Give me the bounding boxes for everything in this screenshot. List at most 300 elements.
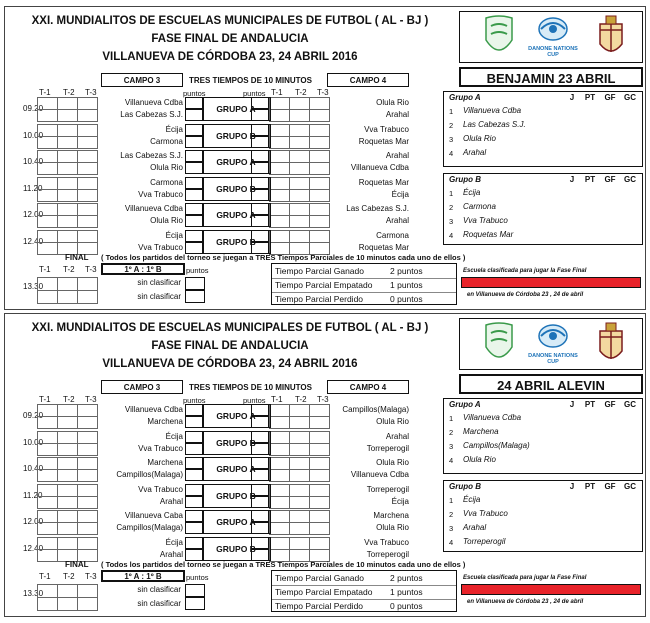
pts-perdido-label: Tiempo Parcial Perdido xyxy=(275,294,364,304)
match-time: 10.40 xyxy=(23,464,44,473)
points-cell[interactable] xyxy=(251,431,269,443)
standings-col-header: GF xyxy=(604,175,616,184)
team-right-1: Arahal xyxy=(385,151,409,160)
group-label: GRUPO A xyxy=(216,464,256,474)
final-match-label: 1º A : 1º B xyxy=(124,572,162,581)
pts-ganado-label: Tiempo Parcial Ganado xyxy=(275,266,364,276)
points-legend xyxy=(271,263,457,305)
final-score-cell[interactable] xyxy=(77,290,98,304)
pts-empatado-label: Tiempo Parcial Empatado xyxy=(275,280,373,290)
campo-3-label: CAMPO 3 xyxy=(123,383,161,392)
points-cell[interactable] xyxy=(251,484,269,496)
standings-position: 4 xyxy=(449,231,454,240)
standings-position: 1 xyxy=(449,496,454,505)
group-label: GRUPO B xyxy=(216,236,256,247)
standings-col-header: J xyxy=(569,93,575,102)
points-cell[interactable] xyxy=(185,549,203,561)
points-cell[interactable] xyxy=(185,431,203,443)
score-cell[interactable] xyxy=(289,416,310,429)
t1-left: T-1 xyxy=(39,395,51,404)
match-time: 10.40 xyxy=(23,157,44,166)
points-cell[interactable] xyxy=(251,215,269,227)
score-cell[interactable] xyxy=(269,443,290,456)
score-cell[interactable] xyxy=(289,109,310,122)
alevin-sheet xyxy=(4,313,646,617)
final-score-cell[interactable] xyxy=(77,277,98,291)
standings-col-header: PT xyxy=(584,400,596,409)
tiempos-label: TRES TIEMPOS DE 10 MINUTOS xyxy=(189,76,312,85)
score-cell[interactable] xyxy=(269,136,290,149)
match-time: 10.00 xyxy=(23,437,44,447)
team-left-1: Marchena xyxy=(147,458,183,467)
group-label: GRUPO B xyxy=(216,437,256,448)
score-cell[interactable] xyxy=(269,416,290,429)
pts-perdido-value: 0 puntos xyxy=(390,294,423,304)
score-cell[interactable] xyxy=(77,215,98,228)
t1-left: T-1 xyxy=(39,88,51,97)
final-note: ( Todos los partidos del torneo se juegan a TRES Tiempos Parciales de 10 minutos cada uno de ellos ) xyxy=(101,560,466,569)
title-line-2: FASE FINAL DE ANDALUCIA xyxy=(151,33,309,45)
team-right-1: Campillos(Malaga) xyxy=(342,405,409,414)
qualified-subnote: en Villanueva de Córdoba 23 , 24 de abril xyxy=(467,292,584,298)
standings-team: Marchena xyxy=(463,427,499,436)
team-left-1: Écija xyxy=(165,230,183,240)
score-cell[interactable] xyxy=(57,496,78,509)
score-cell[interactable] xyxy=(57,189,78,202)
logos-box xyxy=(459,318,643,370)
team-left-2: Arahal xyxy=(159,496,183,506)
points-cell[interactable] xyxy=(185,124,203,136)
standings-team: Roquetas Mar xyxy=(463,230,514,239)
score-cell[interactable] xyxy=(57,416,78,429)
score-cell[interactable] xyxy=(77,162,98,175)
points-legend xyxy=(271,570,457,612)
score-cell[interactable] xyxy=(269,162,290,175)
score-cell[interactable] xyxy=(57,522,78,535)
final-score-cell[interactable] xyxy=(77,597,98,611)
score-cell[interactable] xyxy=(269,496,290,509)
final-label: FINAL xyxy=(65,560,89,569)
score-cell[interactable] xyxy=(57,109,78,122)
match-time: 12.00 xyxy=(23,517,44,526)
team-right-1: Arahal xyxy=(385,431,409,441)
standings-position: 1 xyxy=(449,189,454,198)
points-cell[interactable] xyxy=(185,404,203,416)
group-label: GRUPO B xyxy=(216,490,256,501)
points-cell[interactable] xyxy=(251,443,269,455)
category-banner xyxy=(459,374,643,394)
team-left-2: Vva Trabuco xyxy=(138,189,183,199)
score-cell[interactable] xyxy=(269,522,290,535)
points-cell[interactable] xyxy=(251,124,269,136)
team-left-2: Vva Trabuco xyxy=(138,443,183,453)
team-right-1: Vva Trabuco xyxy=(364,124,409,134)
points-cell[interactable] xyxy=(185,109,203,121)
score-cell[interactable] xyxy=(77,522,98,535)
group-label: GRUPO A xyxy=(216,104,256,114)
score-cell[interactable] xyxy=(77,443,98,456)
match-time: 09.20 xyxy=(23,104,44,113)
final-score-cell[interactable] xyxy=(57,584,78,598)
logos-box xyxy=(459,11,643,63)
score-cell[interactable] xyxy=(289,189,310,202)
score-cell[interactable] xyxy=(57,469,78,482)
final-points-cell[interactable] xyxy=(185,290,205,303)
pts-perdido-label: Tiempo Parcial Perdido xyxy=(275,601,364,611)
score-cell[interactable] xyxy=(77,109,98,122)
final-score-cell[interactable] xyxy=(37,277,58,291)
match-time: 12.00 xyxy=(23,210,44,219)
points-cell[interactable] xyxy=(251,522,269,534)
points-cell[interactable] xyxy=(185,177,203,189)
match-time: 12.40 xyxy=(23,543,44,553)
standings-col-header: GC xyxy=(624,482,636,491)
score-cell[interactable] xyxy=(77,136,98,149)
points-cell[interactable] xyxy=(251,469,269,481)
points-cell[interactable] xyxy=(185,136,203,148)
qualified-note: Escuela clasificada para jugar la Fase Final xyxy=(463,575,587,581)
points-cell[interactable] xyxy=(251,537,269,549)
final-points-cell[interactable] xyxy=(185,277,205,290)
team-right-2: Roquetas Mar xyxy=(358,242,409,252)
standings-position: 2 xyxy=(449,203,454,212)
team-right-2: Olula Rio xyxy=(376,417,409,426)
category-banner-text: 24 ABRIL ALEVIN xyxy=(497,378,605,393)
points-cell[interactable] xyxy=(185,457,203,469)
puntos-final: puntos xyxy=(186,266,209,275)
puntos-final: puntos xyxy=(186,573,209,582)
points-cell[interactable] xyxy=(185,510,203,522)
points-cell[interactable] xyxy=(251,404,269,416)
benjamin-sheet xyxy=(4,6,646,310)
score-cell[interactable] xyxy=(289,162,310,175)
team-left-1: Carmona xyxy=(150,177,183,187)
score-cell[interactable] xyxy=(37,189,58,202)
team-left-2: Las Cabezas S.J. xyxy=(120,110,183,119)
standings-team: Vva Trabuco xyxy=(463,509,508,518)
team-right-2: Arahal xyxy=(385,110,409,119)
score-cell[interactable] xyxy=(37,416,58,429)
team-right-2: Olula Rio xyxy=(376,523,409,532)
campo-4-box xyxy=(327,73,409,87)
standings-position: 4 xyxy=(449,456,454,465)
team-right-2: Roquetas Mar xyxy=(358,136,409,146)
score-cell[interactable] xyxy=(57,136,78,149)
puntos-left: puntos xyxy=(183,396,206,405)
score-cell[interactable] xyxy=(57,162,78,175)
standings-position: 1 xyxy=(449,107,454,116)
score-cell[interactable] xyxy=(269,469,290,482)
score-cell[interactable] xyxy=(37,443,58,456)
points-cell[interactable] xyxy=(185,215,203,227)
standings-position: 1 xyxy=(449,414,454,423)
standings-team: Las Cabezas S.J. xyxy=(463,120,526,129)
t2-final: T-2 xyxy=(63,572,75,581)
standings-col-header: GC xyxy=(624,175,636,184)
team-right-1: Vva Trabuco xyxy=(364,537,409,547)
final-score-cell[interactable] xyxy=(37,290,58,304)
standings-position: 3 xyxy=(449,442,454,451)
score-cell[interactable] xyxy=(289,215,310,228)
team-left-2: Campillos(Malaga) xyxy=(116,470,183,479)
campo-3-box xyxy=(101,380,183,394)
points-cell[interactable] xyxy=(251,416,269,428)
t3-right: T-3 xyxy=(317,88,329,97)
municipal-logo-icon xyxy=(482,321,516,367)
score-cell[interactable] xyxy=(37,109,58,122)
final-match-box xyxy=(101,263,185,275)
final-time: 13.30 xyxy=(23,282,44,291)
final-score-cell[interactable] xyxy=(57,277,78,291)
team-left-2: Olula Rio xyxy=(150,216,183,225)
team-right-2: Villanueva Cdba xyxy=(350,470,409,479)
team-right-1: Marchena xyxy=(373,511,409,520)
team-left-2: Olula Rio xyxy=(150,163,183,172)
standings-team: Écija xyxy=(463,188,481,197)
t2-final: T-2 xyxy=(63,265,75,274)
match-time: 11.20 xyxy=(23,490,43,500)
team-right-1: Olula Rio xyxy=(376,458,409,467)
team-left-1: Villanueva Cdba xyxy=(124,405,183,414)
qualified-note: Escuela clasificada para jugar la Fase Final xyxy=(463,268,587,274)
points-cell[interactable] xyxy=(185,496,203,508)
team-right-2: Villanueva Cdba xyxy=(350,163,409,172)
points-cell[interactable] xyxy=(185,469,203,481)
campo-3-label: CAMPO 3 xyxy=(123,76,161,85)
pts-ganado-value: 2 puntos xyxy=(390,573,423,583)
pts-empatado-value: 1 puntos xyxy=(390,587,423,597)
points-cell[interactable] xyxy=(185,162,203,174)
group-label: GRUPO B xyxy=(216,543,256,554)
t2-left: T-2 xyxy=(63,395,75,404)
t2-right: T-2 xyxy=(295,88,307,97)
team-right-1: Carmona xyxy=(376,230,409,240)
team-right-2: Torreperogil xyxy=(366,443,409,453)
final-score-cell[interactable] xyxy=(57,597,78,611)
points-cell[interactable] xyxy=(251,150,269,162)
points-cell[interactable] xyxy=(185,242,203,254)
coat-of-arms-icon xyxy=(594,321,628,367)
score-cell[interactable] xyxy=(289,136,310,149)
standings-team: Olula Rio xyxy=(463,134,496,143)
standings-position: 2 xyxy=(449,428,454,437)
points-cell[interactable] xyxy=(251,97,269,109)
puntos-right: puntos xyxy=(243,89,266,98)
points-cell[interactable] xyxy=(185,522,203,534)
score-cell[interactable] xyxy=(289,496,310,509)
score-cell[interactable] xyxy=(77,496,98,509)
points-cell[interactable] xyxy=(251,242,269,254)
t3-left: T-3 xyxy=(85,88,97,97)
points-cell[interactable] xyxy=(251,510,269,522)
points-cell[interactable] xyxy=(185,416,203,428)
points-cell[interactable] xyxy=(251,109,269,121)
points-cell[interactable] xyxy=(251,496,269,508)
final-score-cell[interactable] xyxy=(77,584,98,598)
final-points-cell[interactable] xyxy=(185,584,205,597)
score-cell[interactable] xyxy=(77,189,98,202)
standings-team: Villanueva Cdba xyxy=(463,106,522,115)
team-left-1: Écija xyxy=(165,124,183,134)
team-right-1: Las Cabezas S.J. xyxy=(346,204,409,213)
qualified-red-bar xyxy=(461,584,641,595)
final-team-1: sin clasificar xyxy=(137,278,181,287)
points-cell[interactable] xyxy=(185,484,203,496)
standings-team: Arahal xyxy=(463,523,487,532)
points-cell[interactable] xyxy=(185,537,203,549)
score-cell[interactable] xyxy=(37,136,58,149)
standings-col-header: GC xyxy=(624,93,636,102)
score-cell[interactable] xyxy=(37,162,58,175)
score-cell[interactable] xyxy=(37,496,58,509)
team-right-2: Écija xyxy=(391,496,409,506)
team-left-1: Vva Trabuco xyxy=(138,484,183,494)
points-cell[interactable] xyxy=(185,150,203,162)
points-cell[interactable] xyxy=(251,162,269,174)
score-cell[interactable] xyxy=(37,242,58,255)
match-time: 10.00 xyxy=(23,130,44,140)
final-score-cell[interactable] xyxy=(57,290,78,304)
points-cell[interactable] xyxy=(251,203,269,215)
points-cell[interactable] xyxy=(185,230,203,242)
municipal-logo-icon xyxy=(482,14,516,60)
t2-left: T-2 xyxy=(63,88,75,97)
group-label: GRUPO B xyxy=(216,183,256,194)
group-title: Grupo B xyxy=(449,482,481,491)
title-line-2: FASE FINAL DE ANDALUCIA xyxy=(151,340,309,352)
team-right-2: Écija xyxy=(391,189,409,199)
score-cell[interactable] xyxy=(37,522,58,535)
points-cell[interactable] xyxy=(251,457,269,469)
final-score-cell[interactable] xyxy=(37,584,58,598)
standings-team: Campillos(Malaga) xyxy=(463,441,530,450)
score-cell[interactable] xyxy=(37,549,58,562)
t1-final: T-1 xyxy=(39,265,51,274)
group-label: GRUPO A xyxy=(216,411,256,421)
standings-col-header: J xyxy=(569,400,575,409)
team-left-1: Villanueva Cdba xyxy=(124,98,183,107)
campo-4-label: CAMPO 4 xyxy=(349,76,387,85)
points-cell[interactable] xyxy=(251,549,269,561)
category-banner xyxy=(459,67,643,87)
pts-empatado-label: Tiempo Parcial Empatado xyxy=(275,587,373,597)
standings-team: Olula Rio xyxy=(463,455,496,464)
title-line-1: XXI. MUNDIALITOS DE ESCUELAS MUNICIPALES DE FUTBOL ( AL - BJ ) xyxy=(31,322,429,334)
team-right-2: Torreperogil xyxy=(366,549,409,559)
team-left-2: Carmona xyxy=(150,136,183,146)
pts-sep-1 xyxy=(272,278,456,279)
standings-col-header: GF xyxy=(604,482,616,491)
score-cell[interactable] xyxy=(57,443,78,456)
score-cell[interactable] xyxy=(289,522,310,535)
pts-sep-2 xyxy=(272,292,456,293)
standings-position: 3 xyxy=(449,135,454,144)
group-title: Grupo B xyxy=(449,175,481,184)
group-title: Grupo A xyxy=(449,93,481,102)
tiempos-label: TRES TIEMPOS DE 10 MINUTOS xyxy=(189,383,312,392)
points-cell[interactable] xyxy=(185,189,203,201)
final-team-2: sin clasificar xyxy=(137,599,181,608)
score-cell[interactable] xyxy=(269,215,290,228)
score-cell[interactable] xyxy=(37,215,58,228)
standings-team: Villanueva Cdba xyxy=(463,413,522,422)
standings-col-header: PT xyxy=(584,175,596,184)
team-left-2: Arahal xyxy=(159,549,183,559)
team-right-1: Olula Rio xyxy=(376,98,409,107)
score-cell[interactable] xyxy=(269,109,290,122)
title-line-1: XXI. MUNDIALITOS DE ESCUELAS MUNICIPALES DE FUTBOL ( AL - BJ ) xyxy=(31,15,429,27)
team-left-1: Écija xyxy=(165,537,183,547)
score-cell[interactable] xyxy=(77,416,98,429)
standings-col-header: GF xyxy=(604,93,616,102)
t3-final: T-3 xyxy=(85,572,97,581)
final-team-2: sin clasificar xyxy=(137,292,181,301)
standings-team: Écija xyxy=(463,495,481,504)
puntos-left: puntos xyxy=(183,89,206,98)
final-score-cell[interactable] xyxy=(37,597,58,611)
score-cell[interactable] xyxy=(57,215,78,228)
t1-right: T-1 xyxy=(271,88,283,97)
match-time: 12.40 xyxy=(23,236,44,246)
final-time: 13.30 xyxy=(23,589,44,598)
group-label: GRUPO A xyxy=(216,517,256,527)
final-label: FINAL xyxy=(65,253,89,262)
t1-final: T-1 xyxy=(39,572,51,581)
team-left-1: Las Cabezas S.J. xyxy=(120,151,183,160)
danone-nations-cup-logo-text: DANONE NATIONS CUP xyxy=(528,353,578,365)
standings-team: Carmona xyxy=(463,202,496,211)
campo-3-box xyxy=(101,73,183,87)
score-cell[interactable] xyxy=(289,443,310,456)
score-cell[interactable] xyxy=(77,469,98,482)
team-left-2: Marchena xyxy=(147,417,183,426)
points-cell[interactable] xyxy=(185,443,203,455)
points-cell[interactable] xyxy=(251,230,269,242)
campo-4-box xyxy=(327,380,409,394)
standings-team: Arahal xyxy=(463,148,487,157)
points-cell[interactable] xyxy=(185,203,203,215)
final-points-cell[interactable] xyxy=(185,597,205,610)
standings-col-header: GC xyxy=(624,400,636,409)
group-label: GRUPO A xyxy=(216,210,256,220)
score-cell[interactable] xyxy=(269,189,290,202)
final-team-1: sin clasificar xyxy=(137,585,181,594)
standings-col-header: PT xyxy=(584,93,596,102)
qualified-red-bar xyxy=(461,277,641,288)
title-line-3: VILLANUEVA DE CÓRDOBA 23, 24 ABRIL 2016 xyxy=(102,358,358,370)
pts-ganado-label: Tiempo Parcial Ganado xyxy=(275,573,364,583)
standings-position: 4 xyxy=(449,538,454,547)
score-cell[interactable] xyxy=(289,469,310,482)
points-cell[interactable] xyxy=(251,177,269,189)
t2-right: T-2 xyxy=(295,395,307,404)
final-match-label: 1º A : 1º B xyxy=(124,265,162,274)
points-cell[interactable] xyxy=(185,97,203,109)
coat-of-arms-icon xyxy=(594,14,628,60)
t3-final: T-3 xyxy=(85,265,97,274)
standings-team: Torreperogil xyxy=(463,537,506,546)
team-left-2: Campillos(Malaga) xyxy=(116,523,183,532)
standings-team: Vva Trabuco xyxy=(463,216,508,225)
points-cell[interactable] xyxy=(251,189,269,201)
standings-position: 2 xyxy=(449,121,454,130)
points-cell[interactable] xyxy=(251,136,269,148)
standings-position: 2 xyxy=(449,510,454,519)
score-cell[interactable] xyxy=(37,469,58,482)
t1-right: T-1 xyxy=(271,395,283,404)
standings-col-header: J xyxy=(569,175,575,184)
team-right-1: Roquetas Mar xyxy=(358,177,409,187)
